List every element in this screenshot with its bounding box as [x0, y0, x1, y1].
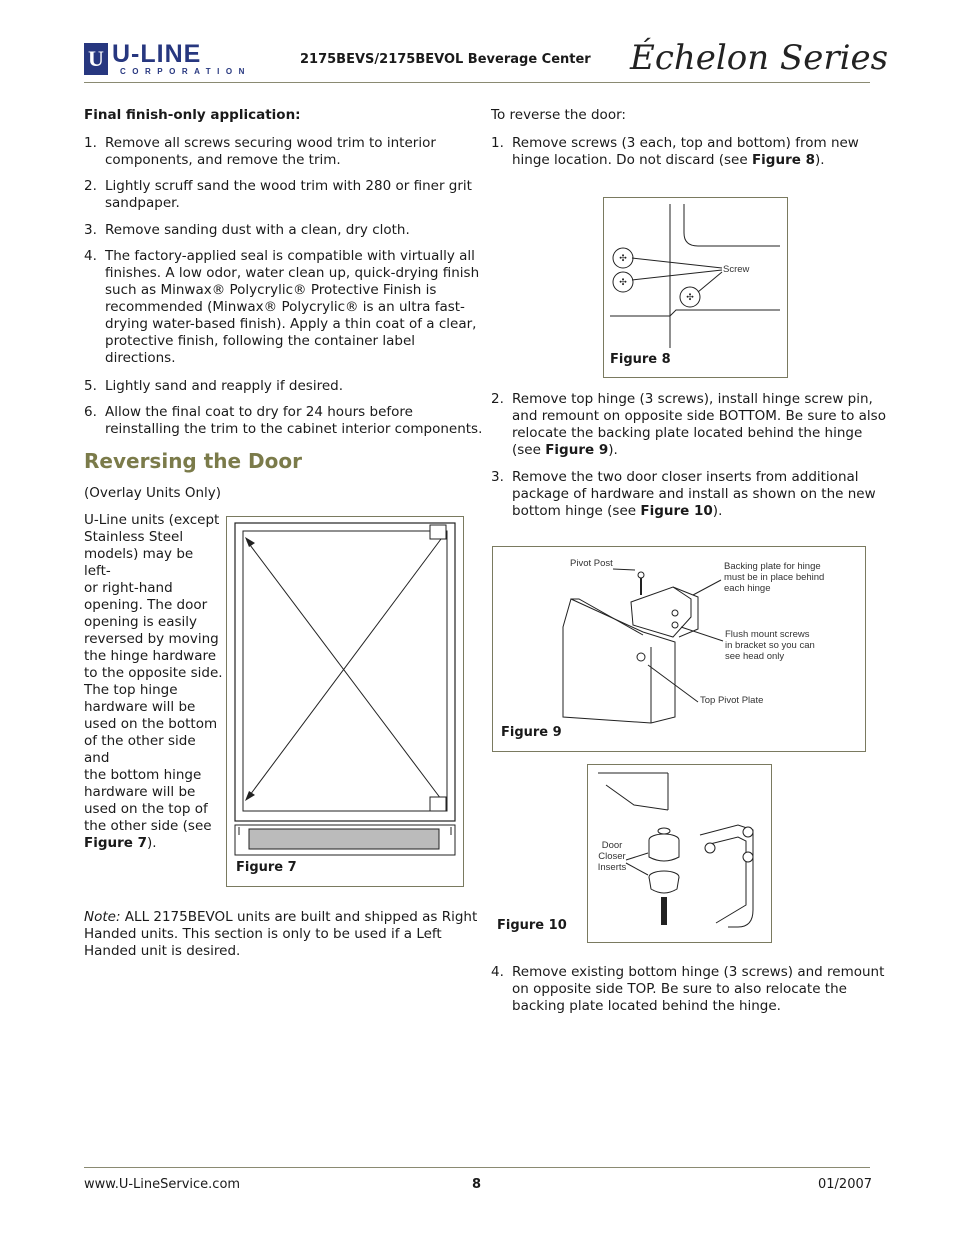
paragraph-line: reversed by moving	[84, 631, 219, 647]
step-number: 6.	[84, 404, 97, 420]
step-line: Remove the two door closer inserts from additional	[512, 469, 859, 485]
step-line: Lightly sand and reapply if desired.	[105, 378, 344, 394]
paragraph-line: the other side (see	[84, 818, 212, 834]
right-step-3	[491, 469, 876, 520]
finish-step	[84, 378, 343, 395]
figure-9-top-pivot-label: Top Pivot Plate	[700, 695, 764, 706]
step-line: sandpaper.	[105, 195, 180, 211]
paragraph-end: ).	[147, 835, 157, 851]
paragraph-line: or right-hand	[84, 580, 173, 596]
step-number: 3.	[491, 469, 504, 485]
step-line: such as Minwax® Polycrylic® Protective Finish is	[105, 282, 437, 298]
svg-text:✣: ✣	[619, 278, 627, 288]
finish-step	[84, 248, 479, 367]
step-line-end: ).	[608, 442, 618, 458]
finish-step	[84, 404, 482, 438]
paragraph-line: the hinge hardware	[84, 648, 217, 664]
label-line: Inserts	[597, 862, 627, 873]
figure-7-door-illustration	[227, 517, 463, 886]
right-step-4	[491, 964, 884, 1015]
u-line-logo-sub: CORPORATION	[120, 67, 251, 76]
step-line: Remove existing bottom hinge (3 screws) and remount	[512, 964, 885, 980]
step-line: backing plate located behind the hinge.	[512, 998, 781, 1014]
page-number: 8	[472, 1177, 482, 1192]
series-title: Échelon Series	[630, 38, 889, 78]
step-line: drying water-based finish). Apply a thin coat of a clear,	[105, 316, 477, 332]
paragraph-line: opening. The door	[84, 597, 208, 613]
label-line: must be in place behind	[724, 572, 825, 583]
step-line: Allow the final coat to dry for 24 hours before	[105, 404, 413, 420]
note-line-2: Handed units. This section is only to be used if a Left	[84, 926, 442, 942]
step-number: 2.	[84, 178, 97, 194]
note-label: Note:	[84, 909, 121, 925]
step-number: 2.	[491, 391, 504, 407]
step-line: The factory-applied seal is compatible with virtually all	[105, 248, 475, 264]
label-line: Backing plate for hinge	[724, 561, 821, 572]
right-step-2	[491, 391, 886, 459]
step-number: 3.	[84, 222, 97, 238]
footer-date: 01/2007	[818, 1177, 873, 1192]
reverse-intro: To reverse the door:	[491, 107, 626, 123]
model-title: 2175BEVS/2175BEVOL Beverage Center	[300, 52, 591, 67]
step-line: bottom hinge (see	[512, 503, 641, 519]
step-line: on opposite side TOP. Be sure to also relocate the	[512, 981, 847, 997]
step-line: recommended (Minwax® Polycrylic® is an ultra fast-	[105, 299, 465, 315]
figure-ref: Figure 7	[84, 835, 148, 851]
overlay-note: (Overlay Units Only)	[84, 485, 222, 501]
paragraph-line	[84, 835, 224, 852]
step-line-end: ).	[814, 152, 825, 168]
finish-step	[84, 178, 472, 212]
section-title: Reversing the Door	[84, 449, 302, 473]
u-line-logo-mark: U	[84, 43, 108, 75]
figure-8-frame	[603, 197, 788, 378]
paragraph-line: The top hinge	[84, 682, 178, 698]
paragraph-line: opening is easily	[84, 614, 198, 630]
paragraph-line: used on the top of	[84, 801, 208, 817]
label-line: Closer	[598, 851, 626, 862]
step-line: protective finish, following the container label	[105, 333, 416, 349]
svg-text:✣: ✣	[619, 254, 627, 264]
note-paragraph	[84, 909, 477, 960]
step-line: reinstalling the trim to the cabinet interior components.	[105, 421, 483, 437]
svg-text:✣: ✣	[686, 293, 694, 303]
figure-7-frame	[226, 516, 464, 887]
step-line: directions.	[105, 350, 176, 366]
step-number: 1.	[84, 135, 97, 151]
right-step-1	[491, 135, 859, 169]
paragraph-line: hardware will be	[84, 784, 196, 800]
paragraph-line: the bottom hinge	[84, 767, 202, 783]
footer-divider	[84, 1167, 870, 1168]
paragraph-line: models) may be left-	[84, 546, 194, 579]
label-line: Door	[601, 840, 623, 851]
figure-8-screw-label: Screw	[723, 264, 750, 275]
step-number: 4.	[84, 248, 97, 264]
figure-ref: Figure 10	[640, 503, 713, 519]
step-line: package of hardware and install as shown on the new	[512, 486, 876, 502]
step-number: 5.	[84, 378, 97, 394]
footer-url: www.U-LineService.com	[84, 1177, 241, 1192]
figure-8-hinge-illustration	[604, 198, 787, 377]
step-line: (see	[512, 442, 546, 458]
step-line: Remove screws (3 each, top and bottom) from new	[512, 135, 859, 151]
note-line-1: ALL 2175BEVOL units are built and shipped as Right	[120, 909, 478, 925]
paragraph-line: hardware will be	[84, 699, 196, 715]
figure-10-caption: Figure 10	[497, 918, 567, 933]
figure-ref: Figure 9	[545, 442, 609, 458]
label-line: Flush mount screws	[725, 629, 810, 640]
label-line: in bracket so you can	[725, 640, 815, 651]
step-number: 4.	[491, 964, 504, 980]
paragraph-line: used on the bottom	[84, 716, 218, 732]
step-number: 1.	[491, 135, 504, 151]
step-line: finishes. A low odor, water clean up, quick-drying finish	[105, 265, 480, 281]
figure-9-pivot-post-label: Pivot Post	[570, 558, 613, 569]
step-line: components, and remove the trim.	[105, 152, 341, 168]
figure-10-inserts-label	[597, 840, 627, 873]
step-line: Remove all screws securing wood trim to interior	[105, 135, 436, 151]
figure-9-caption: Figure 9	[501, 725, 562, 740]
paragraph-line: of the other side and	[84, 733, 196, 766]
header-divider	[84, 82, 870, 83]
figure-8-caption: Figure 8	[610, 352, 671, 367]
figure-9-backing-label	[724, 561, 824, 594]
figure-9-frame	[492, 546, 866, 752]
reverse-paragraph	[84, 512, 224, 852]
step-line: Remove sanding dust with a clean, dry cloth.	[105, 222, 410, 238]
note-line-3: Handed unit is desired.	[84, 943, 241, 959]
figure-ref: Figure 8	[751, 152, 815, 168]
step-line: relocate the backing plate located behind the hinge	[512, 425, 863, 441]
paragraph-line: Stainless Steel	[84, 529, 184, 545]
paragraph-line: to the opposite side.	[84, 665, 223, 681]
figure-9-flush-label	[725, 629, 815, 662]
u-line-logo-name: U-LINE	[112, 40, 202, 68]
figure-7-caption: Figure 7	[236, 860, 297, 875]
label-line: see head only	[725, 651, 785, 662]
step-line: Lightly scruff sand the wood trim with 280 or finer grit	[105, 178, 472, 194]
step-line: Remove top hinge (3 screws), install hinge screw pin,	[512, 391, 873, 407]
step-line-end: ).	[712, 503, 723, 519]
paragraph-line: U-Line units (except	[84, 512, 220, 528]
finish-step	[84, 135, 436, 169]
label-line: each hinge	[724, 583, 771, 594]
figure-10-frame	[587, 764, 772, 943]
step-line: hinge location. Do not discard (see	[512, 152, 752, 168]
finish-step	[84, 222, 410, 239]
finish-title: Final finish-only application:	[84, 107, 301, 123]
step-line: and remount on opposite side BOTTOM. Be sure to also	[512, 408, 886, 424]
